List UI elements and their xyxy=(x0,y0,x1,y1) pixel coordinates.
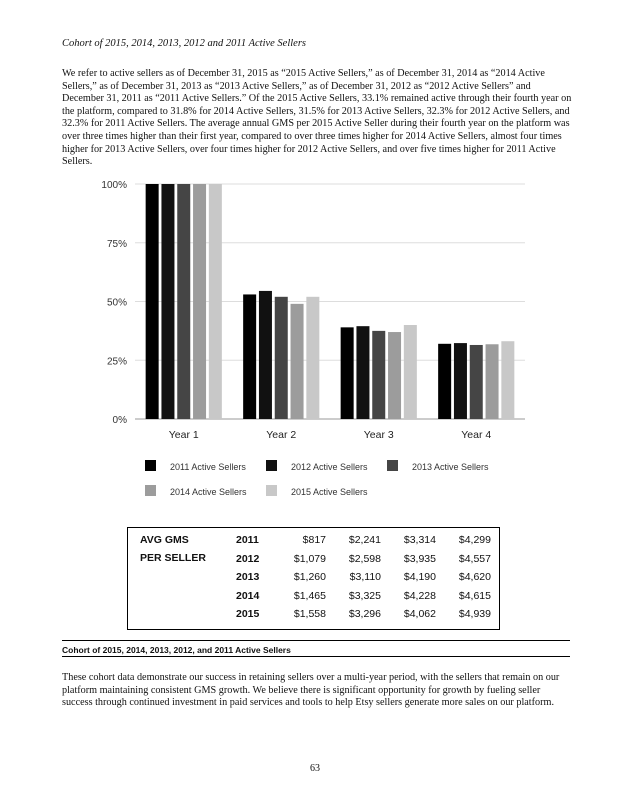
bar xyxy=(388,332,401,419)
cohort-year: 2011 xyxy=(236,534,259,546)
bar xyxy=(275,297,288,419)
bar xyxy=(259,291,272,419)
table-row xyxy=(128,590,499,608)
bar xyxy=(291,304,304,419)
bar xyxy=(486,344,499,419)
cohort-year: 2015 xyxy=(236,608,260,620)
gms-value: $4,190 xyxy=(403,571,436,583)
gms-value: $4,299 xyxy=(458,534,491,546)
gms-value: $817 xyxy=(302,534,326,546)
gms-value: $3,935 xyxy=(403,552,436,565)
bar xyxy=(372,331,385,419)
legend-label: 2014 Active Sellers xyxy=(170,487,247,497)
gms-value: $3,110 xyxy=(349,571,381,583)
table-row xyxy=(128,534,499,552)
cohort-year: 2012 xyxy=(236,552,260,565)
gms-value: $2,241 xyxy=(348,534,381,546)
figure-caption: Cohort of 2015, 2014, 2013, 2012, and 2011 Active Sellers xyxy=(62,645,291,655)
table-row xyxy=(128,553,499,571)
intro-paragraph: We refer to active sellers as of December 31, 2015 as “2015 Active Sellers,” as of December 31, 2014 as “2014 Active Sellers,” as of December 31, 2013 as “2013 Active Sellers,” as of December 31, 2012 as “2012 Active Sellers” and December 31, 2011 as “2011 Active Sellers.” Of the 2015 Active Sellers, 33.1% remained active through their fourth year on the platform, compared to 31.8% for 2014 Active Sellers, 31.5% for 2013 Active Sellers, 32.3% for 2012 Active Sellers, and 32.3% for 2011 Active Sellers. The average annual GMS per 2015 Active Seller during their fourth year on the platform was over three times higher than their first year, compared to over three times higher for 2014 Active Sellers, almost four times higher for 2013 Active Sellers, over four times higher for 2012 Active Sellers, and over five times higher for 2011 Active Sellers. xyxy=(62,68,572,168)
bar xyxy=(454,343,467,419)
closing-paragraph: These cohort data demonstrate our success in retaining sellers over a multi-year period, with the sellers that remain on our platform maintaining consistent GMS growth. We believe there is significant opportunity for growth by fueling seller success through continued investment in paid services and tools to help Etsy sellers generate more sales on our platform. xyxy=(62,672,560,709)
gms-value: $2,598 xyxy=(348,552,381,565)
bar xyxy=(306,297,319,419)
bar xyxy=(438,344,451,419)
page-number: 63 xyxy=(310,763,320,774)
table-row xyxy=(128,608,499,626)
bar xyxy=(356,326,369,419)
y-tick-label: 75% xyxy=(106,238,127,250)
legend-swatch xyxy=(266,485,277,496)
bar xyxy=(243,294,256,419)
bar xyxy=(161,184,174,419)
gms-value: $3,314 xyxy=(403,534,436,546)
table-row xyxy=(128,571,499,589)
x-tick-label: Year 2 xyxy=(266,429,297,441)
bar xyxy=(341,327,354,419)
gms-value: $3,325 xyxy=(348,589,381,602)
bar xyxy=(470,345,483,419)
caption-top-rule xyxy=(62,640,570,641)
cohort-year: 2014 xyxy=(236,589,260,602)
legend-swatch xyxy=(266,460,277,471)
y-tick-label: 100% xyxy=(101,180,127,191)
gms-value: $1,558 xyxy=(293,608,326,620)
legend-swatch xyxy=(145,485,156,496)
gms-value: $4,939 xyxy=(458,608,491,620)
x-tick-label: Year 4 xyxy=(461,429,492,441)
gms-value: $4,557 xyxy=(458,552,491,565)
table-label-line2: PER SELLER xyxy=(140,552,206,564)
caption-bottom-rule xyxy=(62,656,570,657)
bar xyxy=(193,184,206,419)
legend-label: 2011 Active Sellers xyxy=(170,462,246,472)
avg-gms-table xyxy=(127,527,500,630)
table-label-line1: AVG GMS xyxy=(140,534,189,546)
cohort-year: 2013 xyxy=(236,571,260,583)
y-tick-label: 25% xyxy=(106,356,127,368)
gms-value: $4,615 xyxy=(458,589,491,602)
bar xyxy=(404,325,417,419)
legend-label: 2013 Active Sellers xyxy=(412,462,489,472)
bar xyxy=(209,184,222,419)
legend-label: 2015 Active Sellers xyxy=(291,487,368,497)
gms-value: $3,296 xyxy=(348,608,381,620)
gms-value: $4,620 xyxy=(458,571,491,583)
gms-value: $4,228 xyxy=(403,589,436,602)
gms-value: $1,465 xyxy=(293,589,326,602)
legend-label: 2012 Active Sellers xyxy=(291,462,368,472)
x-tick-label: Year 3 xyxy=(363,429,394,441)
bar xyxy=(177,184,190,419)
gms-value: $1,079 xyxy=(293,552,326,565)
gms-value: $1,260 xyxy=(293,571,326,583)
section-title: Cohort of 2015, 2014, 2013, 2012 and 2011 Active Sellers xyxy=(62,38,307,49)
gms-value: $4,062 xyxy=(403,608,436,620)
bar xyxy=(146,184,159,419)
y-tick-label: 50% xyxy=(106,297,127,309)
x-tick-label: Year 1 xyxy=(168,429,199,441)
legend-swatch xyxy=(145,460,156,471)
y-tick-label: 0% xyxy=(112,415,127,426)
legend-swatch xyxy=(387,460,398,471)
bar xyxy=(501,341,514,419)
